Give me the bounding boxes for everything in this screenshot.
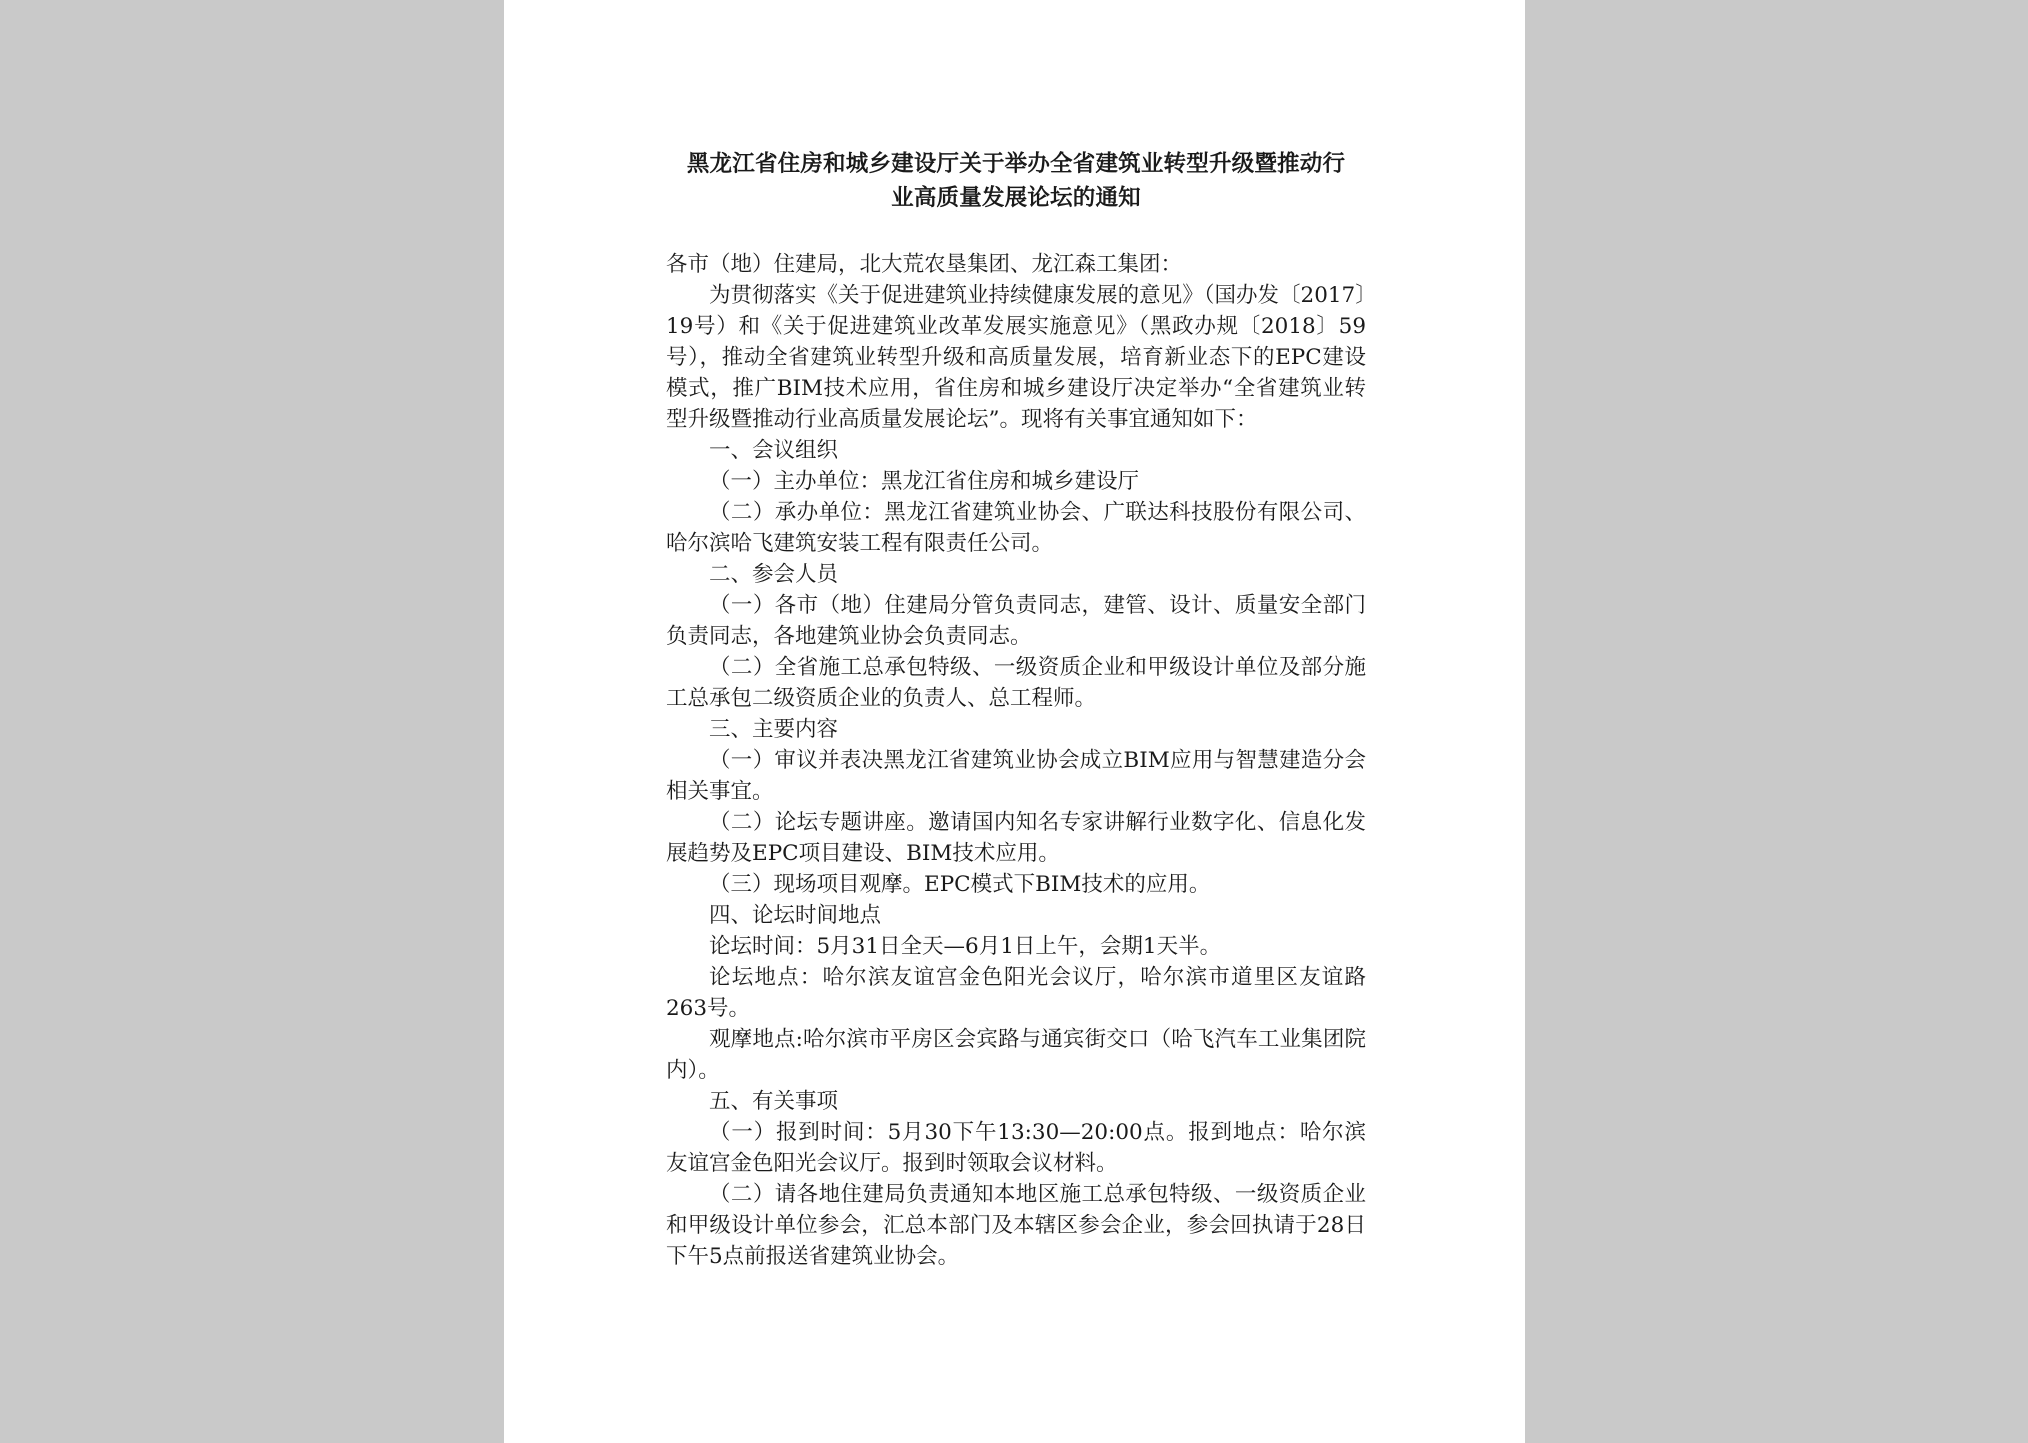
document-title [666, 147, 1366, 215]
section-heading: 五、有关事项 [709, 1089, 839, 1114]
title-line-1: 黑龙江省住房和城乡建设厅关于举办全省建筑业转型升级暨推动行 [686, 151, 1346, 177]
paragraph: （一）各市（地）住建局分管负责同志，建管、设计、质量安全部门负责同志，各地建筑业协会负责同志。 [666, 593, 1366, 649]
salutation: 各市（地）住建局，北大荒农垦集团、龙江森工集团： [666, 252, 1183, 277]
paragraph: （一）审议并表决黑龙江省建筑业协会成立BIM应用与智慧建造分会相关事宜。 [666, 748, 1366, 804]
paragraph: （三）现场项目观摩。EPC模式下BIM技术的应用。 [709, 872, 1211, 897]
paragraph: 为贯彻落实《关于促进建筑业持续健康发展的意见》（国办发〔2017〕19号）和《关于促进建筑业改革发展实施意见》（黑政办规〔2018〕59号），推动全省建筑业转型升级和高质量发展，培育新业态下的EPC建设模式，推广BIM技术应用，省住房和城乡建设厅决定举办“全省建筑业转型升级暨推动行业高质量发展论坛”。现将有关事宜通知如下： [666, 283, 1366, 432]
paragraph: （二）请各地住建局负责通知本地区施工总承包特级、一级资质企业和甲级设计单位参会，汇总本部门及本辖区参会企业，参会回执请于28日下午5点前报送省建筑业协会。 [666, 1182, 1366, 1269]
section-heading: 一、会议组织 [709, 438, 839, 463]
paragraph: （一）报到时间：5月30下午13:30—20:00点。报到地点：哈尔滨友谊宫金色阳光会议厅。报到时领取会议材料。 [666, 1120, 1366, 1176]
section-heading: 二、参会人员 [709, 562, 839, 587]
document-body [666, 249, 1366, 1272]
section-heading: 三、主要内容 [709, 717, 839, 742]
document-page [504, 0, 1525, 1443]
paragraph: 论坛时间：5月31日全天—6月1日上午，会期1天半。 [709, 934, 1222, 959]
paragraph: 观摩地点:哈尔滨市平房区会宾路与通宾街交口（哈飞汽车工业集团院内）。 [666, 1027, 1366, 1083]
title-line-2: 业高质量发展论坛的通知 [891, 185, 1141, 211]
paragraph: （一）主办单位：黑龙江省住房和城乡建设厅 [709, 469, 1140, 494]
paragraph: （二）全省施工总承包特级、一级资质企业和甲级设计单位及部分施工总承包二级资质企业的负责人、总工程师。 [666, 655, 1366, 711]
section-heading: 四、论坛时间地点 [709, 903, 882, 928]
document-content [666, 147, 1366, 1272]
paragraph: 论坛地点：哈尔滨友谊宫金色阳光会议厅，哈尔滨市道里区友谊路263号。 [666, 965, 1366, 1021]
paragraph: （二）承办单位：黑龙江省建筑业协会、广联达科技股份有限公司、哈尔滨哈飞建筑安装工程有限责任公司。 [666, 500, 1366, 556]
paragraph: （二）论坛专题讲座。邀请国内知名专家讲解行业数字化、信息化发展趋势及EPC项目建设、BIM技术应用。 [666, 810, 1366, 866]
